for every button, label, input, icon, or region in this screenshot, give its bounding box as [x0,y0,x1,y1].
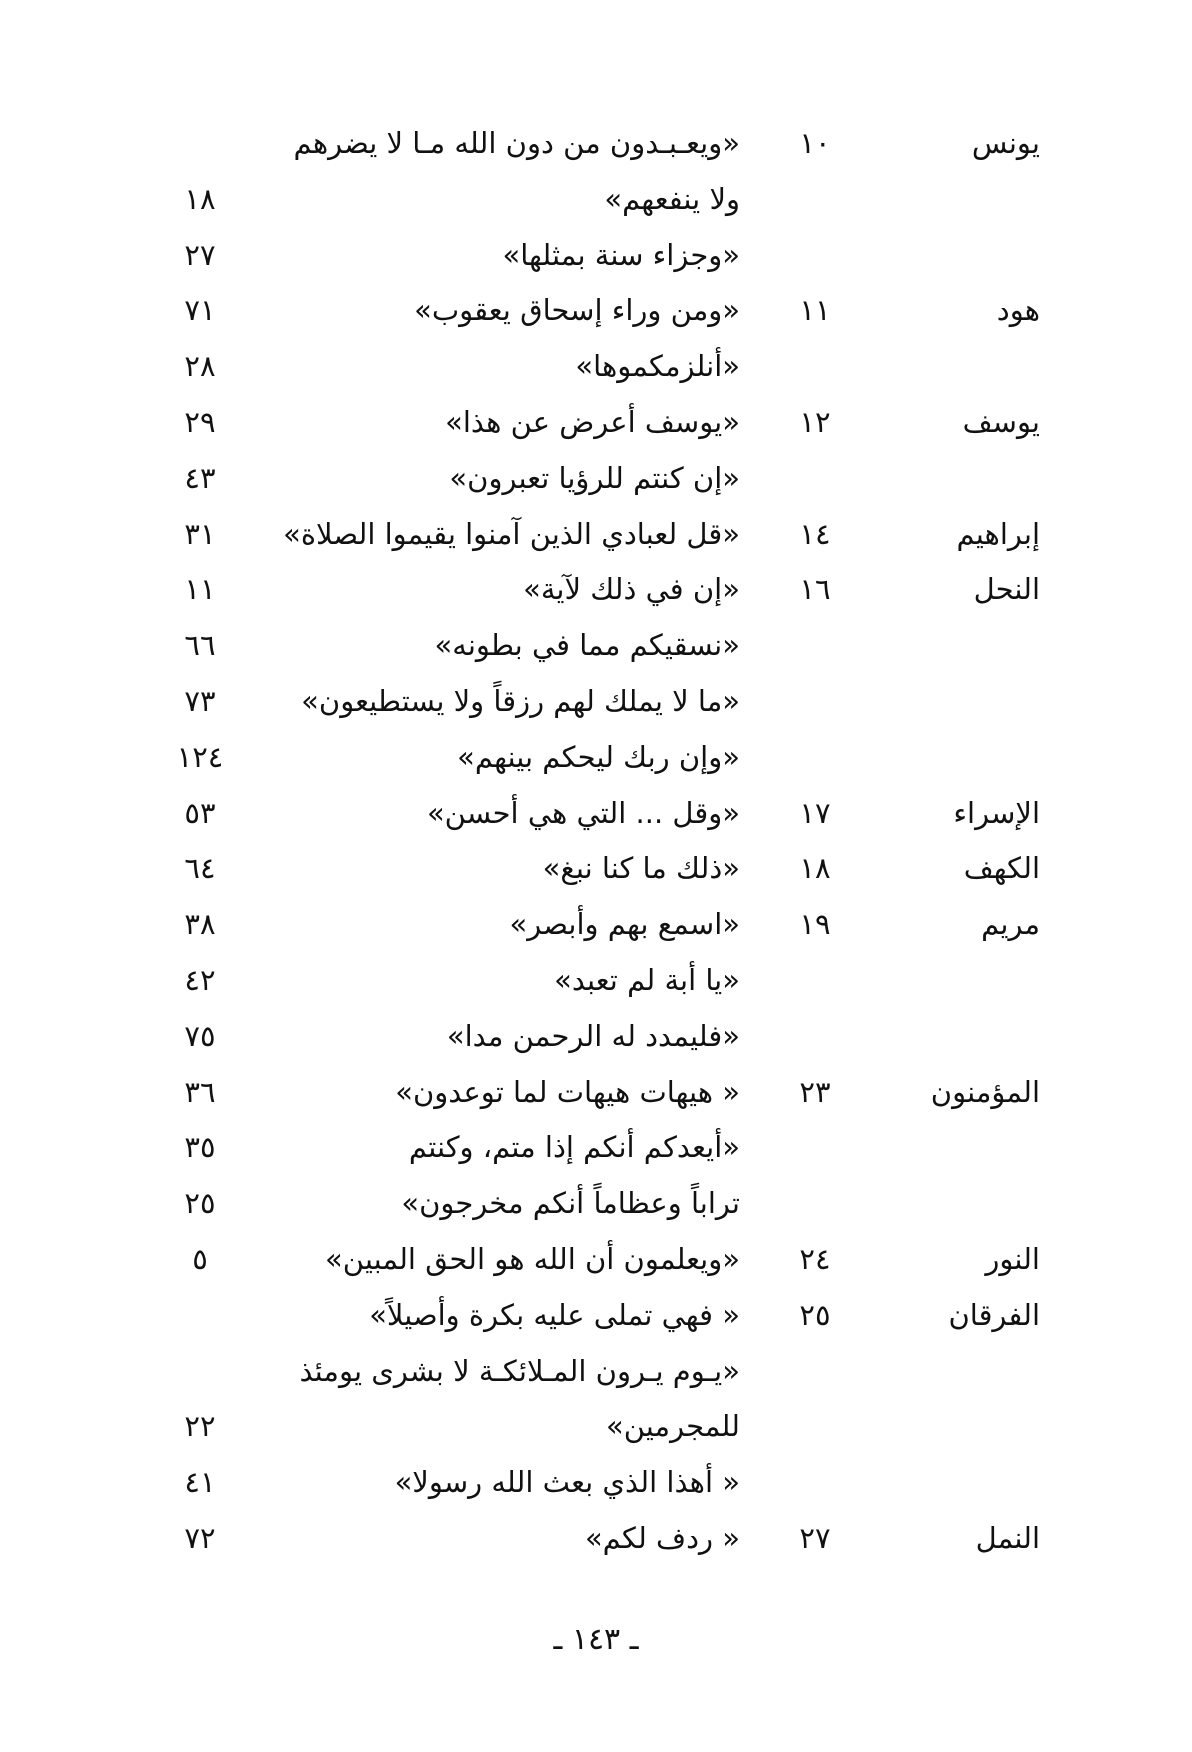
index-row [150,1511,1040,1567]
page-number: ـ ١٤٣ ـ [553,1622,639,1657]
index-row [150,1455,1040,1511]
page-reference: ٣٥ [184,1130,216,1165]
page-reference: ٥ [192,1241,208,1276]
surah-name: مريم [981,907,1040,942]
surah-number [780,730,850,786]
index-row [150,1120,1040,1176]
surah-number: ١٩ [799,907,831,942]
verse-quote: « أهذا الذي بعث الله رسولا» [394,1465,740,1500]
surah-number: ٢٤ [799,1241,831,1276]
page-reference: ٧٣ [184,683,216,718]
verse-quote: للمجرمين» [605,1409,740,1444]
page-reference: ١١ [184,572,216,607]
index-row [150,395,1040,451]
index-row [150,1344,1040,1400]
index-row [150,674,1040,730]
page-reference: ٢٨ [184,349,216,384]
surah-number [780,339,850,395]
index-row [150,228,1040,284]
surah-number: ١٦ [799,572,831,607]
verse-quote: « فهي تملى عليه بكرة وأصيلاً» [369,1297,740,1332]
surah-number [780,1399,850,1455]
verse-quote: «نسقيكم مما في بطونه» [434,628,740,663]
surah-name [890,618,1040,674]
verse-quote: ولا ينفعهم» [604,181,740,216]
verse-quote: «وإن ربك ليحكم بينهم» [457,739,740,774]
verse-quote: «أنلزمكموها» [575,349,740,384]
surah-number [780,172,850,228]
surah-name [890,228,1040,284]
index-row [150,1065,1040,1121]
verse-quote: « ردف لكم» [584,1520,740,1555]
surah-name: الكهف [963,851,1040,886]
surah-name: المؤمنون [930,1074,1040,1109]
surah-name [890,339,1040,395]
surah-number: ٢٥ [799,1297,831,1332]
surah-name [890,1399,1040,1455]
surah-number [780,1176,850,1232]
surah-name [890,1009,1040,1065]
page-reference: ٦٤ [184,851,216,886]
page-reference: ٤٢ [184,962,216,997]
surah-number: ٢٧ [799,1520,831,1555]
page-reference: ١٢٤ [176,739,224,774]
verse-quote: «إن كنتم للرؤيا تعبرون» [449,460,740,495]
surah-name: الفرقان [948,1297,1040,1332]
page-reference: ٧١ [184,293,216,328]
index-row [150,1009,1040,1065]
surah-number: ١١ [799,293,831,328]
verse-quote: «اسمع بهم وأبصر» [509,907,740,942]
page-reference [150,1288,250,1344]
surah-number: ١٢ [799,404,831,439]
page-reference [150,1344,250,1400]
surah-number [780,1344,850,1400]
page-reference: ١٨ [184,181,216,216]
quran-verse-index [150,116,1040,1567]
surah-name: يونس [971,126,1040,160]
index-row [150,730,1040,786]
verse-quote: «أيعدكم أنكم إذا متم، وكنتم [408,1130,740,1165]
verse-quote: «قل لعبادي الذين آمنوا يقيموا الصلاة» [283,516,740,551]
index-row [150,507,1040,563]
verse-quote: «وقل ... التي هي أحسن» [426,795,740,830]
surah-name [890,953,1040,1009]
surah-name [890,172,1040,228]
surah-number: ٢٣ [799,1074,831,1109]
index-row [150,786,1040,842]
page-reference: ٣١ [184,516,216,551]
index-row [150,116,1040,172]
surah-name [890,451,1040,507]
surah-number: ١٧ [799,795,831,830]
page-reference: ٣٨ [184,907,216,942]
page-reference: ٢٢ [184,1409,216,1444]
surah-name: يوسف [962,404,1040,439]
verse-quote: «فليمدد له الرحمن مدا» [446,1018,740,1053]
index-row [150,1288,1040,1344]
surah-name: النور [985,1241,1040,1276]
page-reference: ٧٥ [184,1018,216,1053]
verse-quote: «إن في ذلك لآية» [523,572,740,607]
index-row [150,339,1040,395]
surah-name [890,1455,1040,1511]
surah-name [890,1176,1040,1232]
index-row [150,451,1040,507]
verse-quote: «يـوم يـرون المـلائكـة لا بشرى يومئذ [299,1353,740,1388]
surah-name [890,730,1040,786]
page-reference: ٢٩ [184,404,216,439]
surah-number: ١٨ [799,851,831,886]
surah-number [780,1455,850,1511]
verse-quote: « هيهات هيهات لما توعدون» [395,1074,740,1109]
surah-name [890,674,1040,730]
verse-quote: «ويعـبـدون من دون الله مـا لا يضرهم [293,126,740,160]
page-reference: ٥٣ [184,795,216,830]
index-row [150,283,1040,339]
index-row [150,562,1040,618]
surah-name [890,1344,1040,1400]
surah-name: هود [996,293,1040,328]
page-reference: ٣٦ [184,1074,216,1109]
index-row [150,172,1040,228]
index-row [150,953,1040,1009]
page-reference [150,116,250,172]
verse-quote: «ويعلمون أن الله هو الحق المبين» [325,1241,740,1276]
surah-name: إبراهيم [956,516,1040,551]
index-row [150,1399,1040,1455]
page-reference: ٢٥ [184,1186,216,1221]
index-row [150,897,1040,953]
surah-name: النحل [973,572,1040,607]
index-row [150,841,1040,897]
surah-number [780,1120,850,1176]
page-reference: ٢٧ [184,237,216,272]
page-reference: ٤٣ [184,460,216,495]
surah-number [780,228,850,284]
surah-number [780,674,850,730]
surah-number [780,953,850,1009]
verse-quote: «يوسف أعرض عن هذا» [445,404,740,439]
verse-quote: تراباً وعظاماً أنكم مخرجون» [401,1186,740,1221]
surah-number: ١٤ [799,516,831,551]
surah-name: النمل [975,1520,1040,1555]
surah-number [780,451,850,507]
surah-name [890,1120,1040,1176]
verse-quote: «يا أبة لم تعبد» [554,962,740,997]
page-reference: ٦٦ [184,628,216,663]
index-row [150,1232,1040,1288]
verse-quote: «وجزاء سنة بمثلها» [502,237,740,272]
index-row [150,1176,1040,1232]
verse-quote: «ومن وراء إسحاق يعقوب» [414,293,740,328]
verse-quote: «ذلك ما كنا نبغ» [542,851,740,886]
surah-number: ١٠ [799,126,831,160]
verse-quote: «ما لا يملك لهم رزقاً ولا يستطيعون» [301,683,740,718]
surah-number [780,618,850,674]
surah-number [780,1009,850,1065]
surah-name: الإسراء [953,795,1040,830]
index-row [150,618,1040,674]
page-reference: ٧٢ [184,1520,216,1555]
page-reference: ٤١ [184,1465,216,1500]
